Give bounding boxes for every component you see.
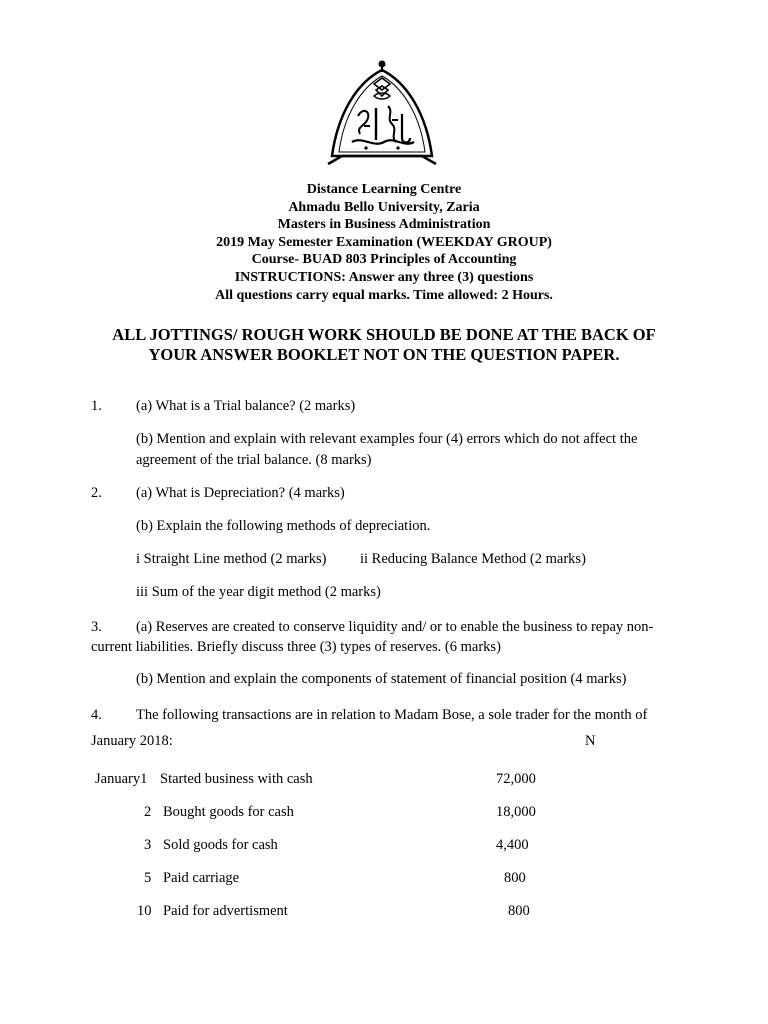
transaction-date: 5: [144, 870, 152, 886]
transaction-description: Started business with cash: [160, 771, 313, 787]
question-1b-line-1: (b) Mention and explain with relevant examples four (4) errors which do not affect the: [136, 431, 638, 447]
question-number: 2.: [91, 485, 102, 501]
transaction-amount: 18,000: [496, 804, 536, 820]
question-1a: (a) What is a Trial balance? (2 marks): [136, 398, 356, 414]
question-2b: (b) Explain the following methods of depreciation.: [136, 518, 431, 534]
transaction-date: 3: [144, 837, 152, 853]
question-3a-line-2: current liabilities. Briefly discuss three (3) types of reserves. (6 marks): [91, 639, 501, 655]
university-name: Ahmadu Bello University, Zaria: [288, 199, 480, 215]
question-2b-ii: ii Reducing Balance Method (2 marks): [360, 551, 586, 567]
transaction-amount: 4,400: [496, 837, 529, 853]
transaction-date: January1: [95, 771, 148, 787]
transaction-description: Paid for advertisment: [163, 903, 288, 919]
transaction-description: Bought goods for cash: [163, 804, 294, 820]
warning-line-2: YOUR ANSWER BOOKLET NOT ON THE QUESTION PAPER.: [148, 345, 620, 364]
transaction-amount: 72,000: [496, 771, 536, 787]
question-2b-i: i Straight Line method (2 marks): [136, 551, 327, 567]
question-3b: (b) Mention and explain the components of statement of financial position (4 marks): [136, 671, 627, 687]
question-4-intro-line-2: January 2018:: [91, 733, 173, 749]
transaction-date: 2: [144, 804, 152, 820]
instructions: INSTRUCTIONS: Answer any three (3) questions: [234, 269, 534, 285]
question-2a: (a) What is Depreciation? (4 marks): [136, 485, 345, 501]
transaction-amount: 800: [504, 870, 526, 886]
transaction-description: Sold goods for cash: [163, 837, 278, 853]
currency-heading: N: [585, 733, 596, 749]
course-title: Course- BUAD 803 Principles of Accounting: [251, 252, 517, 268]
warning-line-1: ALL JOTTINGS/ ROUGH WORK SHOULD BE DONE AT THE BACK OF: [112, 325, 656, 344]
centre-name: Distance Learning Centre: [306, 182, 462, 197]
question-4-intro-line-1: The following transactions are in relation to Madam Bose, a sole trader for the month of: [136, 707, 648, 723]
university-crest-logo: [318, 56, 446, 174]
question-1b-line-2: agreement of the trial balance. (8 marks): [136, 452, 372, 468]
marks-and-time: All questions carry equal marks. Time allowed: 2 Hours.: [215, 287, 553, 303]
exam-title: 2019 May Semester Examination (WEEKDAY GROUP): [216, 234, 552, 250]
rough-work-warning: [0, 325, 768, 365]
question-number: 1.: [91, 398, 102, 414]
question-number: 4.: [91, 707, 102, 723]
transaction-amount: 800: [508, 903, 530, 919]
question-2b-iii: iii Sum of the year digit method (2 marks): [136, 584, 381, 600]
question-number: 3.: [91, 619, 102, 635]
programme-name: Masters in Business Administration: [277, 217, 491, 233]
exam-header: [0, 181, 768, 304]
question-3a-line-1: (a) Reserves are created to conserve liquidity and/ or to enable the business to repay non-: [136, 619, 654, 635]
transaction-description: Paid carriage: [163, 870, 240, 886]
transaction-date: 10: [137, 903, 152, 919]
